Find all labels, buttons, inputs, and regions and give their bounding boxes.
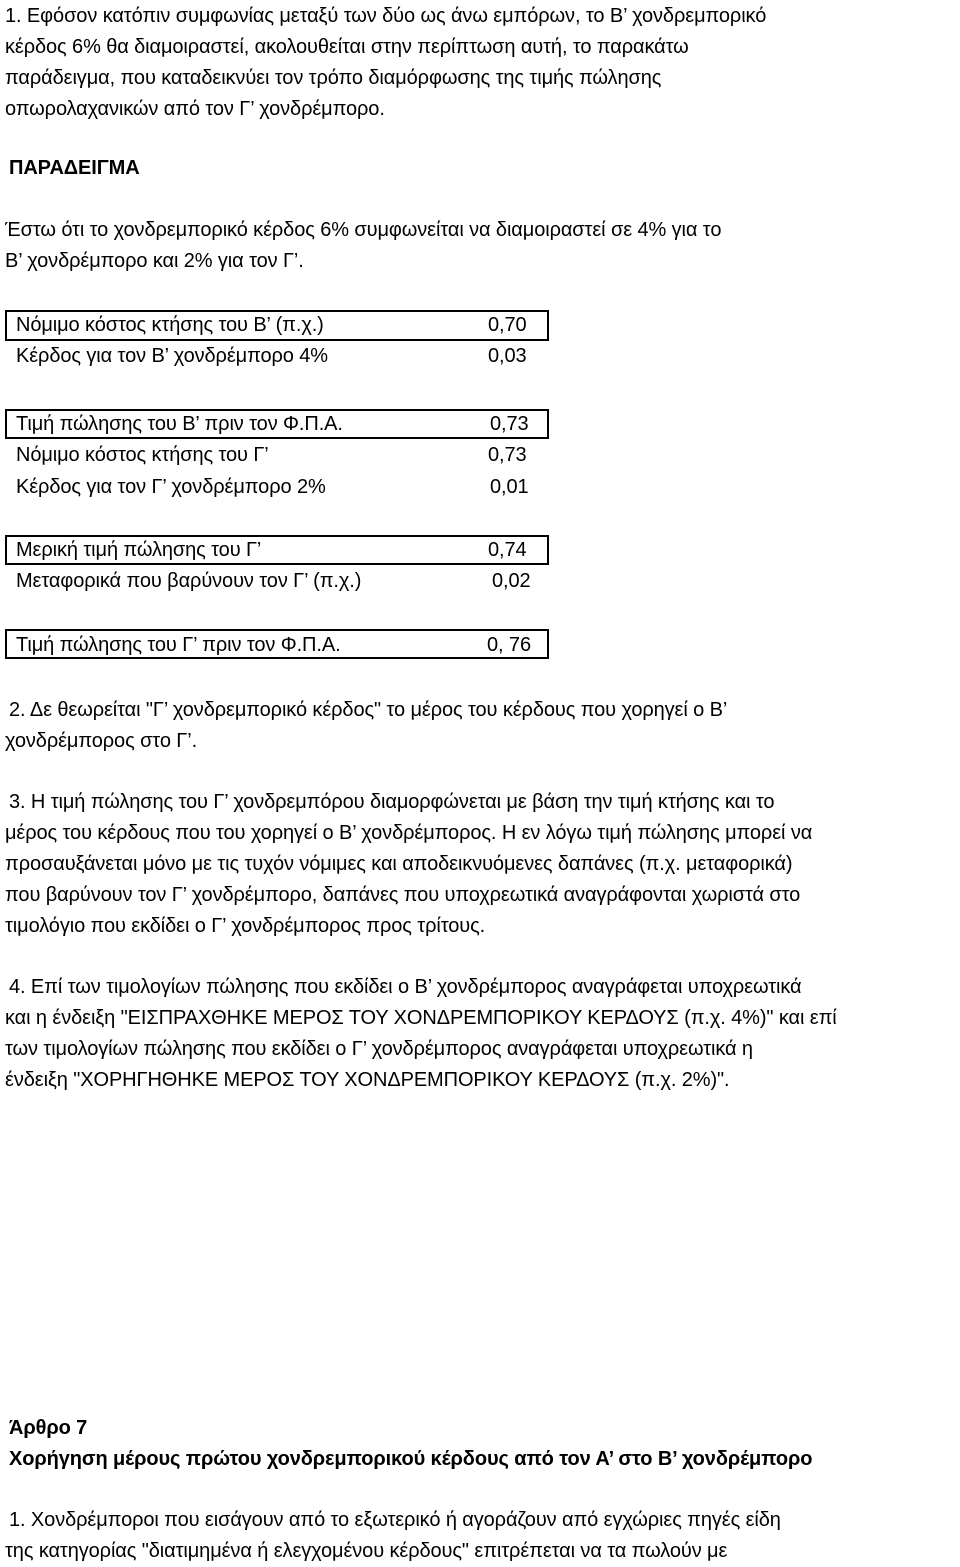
calc-row-value: 0,73 [490,413,529,435]
calc-row-value: 0,74 [488,539,527,561]
calc-row-value: 0, 76 [487,634,531,656]
calc-row-label: Νόμιμο κόστος κτήσης του Β’ (π.χ.) [16,314,324,336]
item-4-line: ένδειξη "ΧΟΡΗΓΗΘΗΚΕ ΜΕΡΟΣ ΤΟΥ ΧΟΝΔΡΕΜΠΟΡΙΚΟΥ ΚΕΡΔΟΥΣ (π.χ. 2%)". [5,1069,730,1091]
calc-row-label: Κέρδος για τον Β’ χονδρέμπορο 4% [16,345,328,367]
item-1-line: κέρδος 6% θα διαμοιραστεί, ακολουθείται στην περίπτωση αυτή, το παρακάτω [5,36,689,58]
item-3-line: προσαυξάνεται μόνο με τις τυχόν νόμιμες και αποδεικνυόμενες δαπάνες (π.χ. μεταφορικά) [5,853,793,875]
calc-row-label: Τιμή πώλησης του Γ’ πριν τον Φ.Π.Α. [16,634,341,656]
example-intro-line: Έστω ότι το χονδρεμπορικό κέρδος 6% συμφωνείται να διαμοιραστεί σε 4% για το [5,219,722,241]
item-3-line: τιμολόγιο που εκδίδει ο Γ’ χονδρέμπορος προς τρίτους. [5,915,486,937]
item-1-line: οπωρολαχανικών από τον Γ’ χονδρέμπορο. [5,98,385,120]
calc-row-label: Μερική τιμή πώλησης του Γ’ [16,539,262,561]
article-7-line: της κατηγορίας "διατιμημένα ή ελεγχομένου κέρδους" επιτρέπεται να τα πωλούν με [5,1540,728,1562]
calc-row-value: 0,01 [490,476,529,498]
calc-row-value: 0,73 [488,444,527,466]
item-3-line: που βαρύνουν τον Γ’ χονδρέμπορο, δαπάνες που υποχρεωτικά αναγράφονται χωριστά στο [5,884,801,906]
item-1-line: 1. Εφόσον κατόπιν συμφωνίας μεταξύ των δύο ως άνω εμπόρων, το Β’ χονδρεμπορικό [5,5,767,27]
calc-row-label: Μεταφορικά που βαρύνουν τον Γ’ (π.χ.) [16,570,362,592]
example-intro-line: Β’ χονδρέμπορο και 2% για τον Γ’. [5,250,304,272]
calc-row-label: Νόμιμο κόστος κτήσης του Γ’ [16,444,269,466]
item-4-line: 4. Επί των τιμολογίων πώλησης που εκδίδει ο Β’ χονδρέμπορος αναγράφεται υποχρεωτικά [9,976,802,998]
item-1-line: παράδειγμα, που καταδεικνύει τον τρόπο διαμόρφωσης της τιμής πώλησης [5,67,662,89]
item-2-line: χονδρέμπορος στο Γ’. [5,730,198,752]
calc-row-label: Κέρδος για τον Γ’ χονδρέμπορο 2% [16,476,326,498]
item-2-line: 2. Δε θεωρείται "Γ’ χονδρεμπορικό κέρδος" το μέρος του κέρδους που χορηγεί ο Β’ [9,699,728,721]
calc-row-value: 0,70 [488,314,527,336]
article-title: Χορήγηση μέρους πρώτου χονδρεμπορικού κέρδους από τον Α’ στο Β’ χονδρέμπορο [9,1448,813,1470]
article-7-line: 1. Χονδρέμποροι που εισάγουν από το εξωτερικό ή αγοράζουν από εγχώριες πηγές είδη [9,1509,781,1531]
calc-row-value: 0,03 [488,345,527,367]
item-3-line: μέρος του κέρδους που του χορηγεί ο Β’ χονδρέμπορος. Η εν λόγω τιμή πώλησης μπορεί να [5,822,813,844]
item-3-line: 3. Η τιμή πώλησης του Γ’ χονδρεμπόρου διαμορφώνεται με βάση την τιμή κτήσης και το [9,791,775,813]
item-4-line: και η ένδειξη "ΕΙΣΠΡΑΧΘΗΚΕ ΜΕΡΟΣ ΤΟΥ ΧΟΝΔΡΕΜΠΟΡΙΚΟΥ ΚΕΡΔΟΥΣ (π.χ. 4%)" και επί [5,1007,837,1029]
calc-row-label: Τιμή πώλησης του Β’ πριν τον Φ.Π.Α. [16,413,343,435]
article-number: Άρθρο 7 [9,1417,88,1439]
example-heading: ΠΑΡΑΔΕΙΓΜΑ [9,157,140,179]
calc-row-value: 0,02 [492,570,531,592]
item-4-line: των τιμολογίων πώλησης που εκδίδει ο Γ’ χονδρέμπορος αναγράφεται υποχρεωτικά η [5,1038,753,1060]
